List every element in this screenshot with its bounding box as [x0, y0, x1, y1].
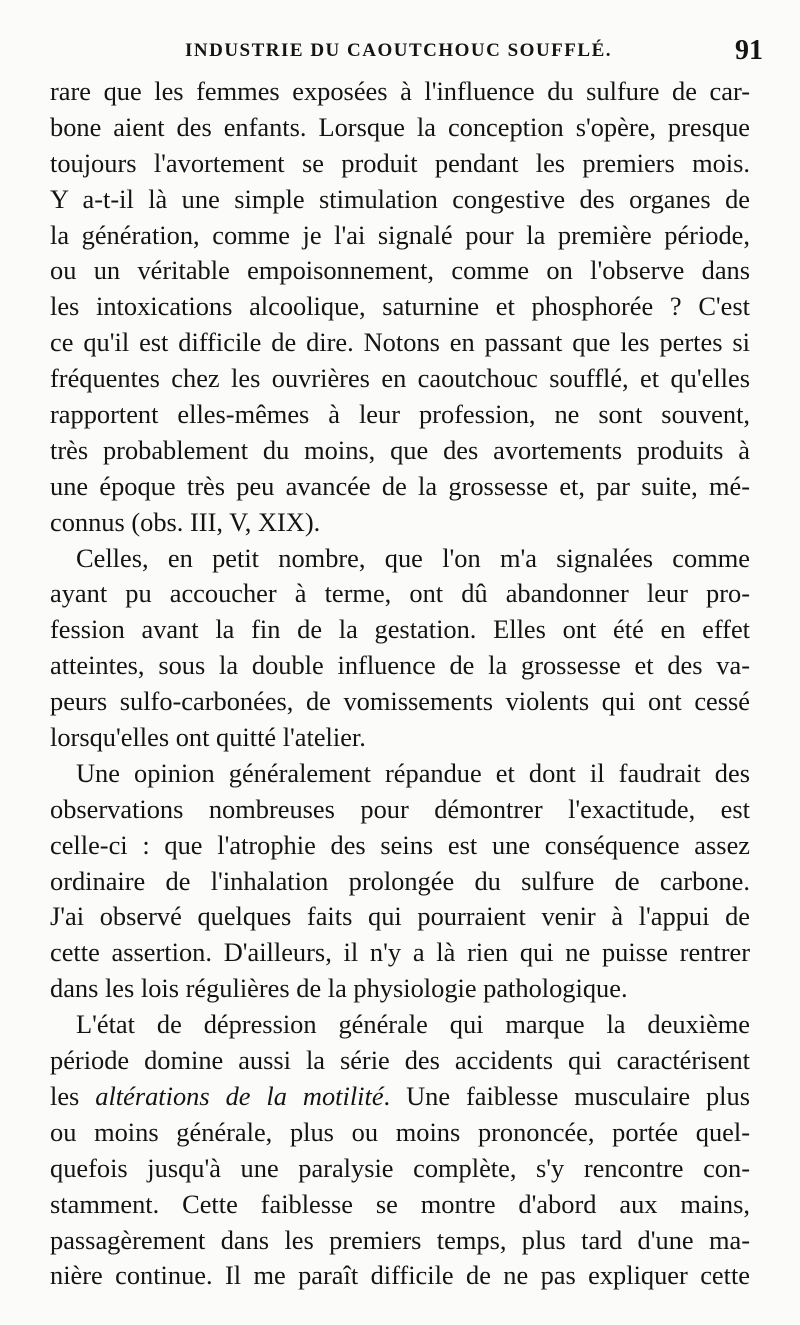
- text-fragment: les: [50, 1080, 96, 1111]
- text-line: [50, 1079, 750, 1115]
- text-line: ayant pu accoucher à terme, ont dû abandonner leur pro-: [50, 578, 750, 609]
- text-line: dans les lois régulières de la physiologie pathologique.: [50, 973, 628, 1004]
- text-line: Une opinion généralement répandue et dont il faudrait des: [76, 757, 750, 788]
- text-line: nière continue. Il me paraît difficile de ne pas expliquer cette: [50, 1260, 750, 1291]
- text-line: passagèrement dans les premiers temps, plus tard d'une ma-: [50, 1224, 750, 1255]
- text-fragment: . Une faiblesse musculaire plus: [383, 1080, 750, 1111]
- text-line: ou un véritable empoisonnement, comme on l'observe dans: [50, 255, 750, 286]
- text-line: atteintes, sous la double influence de la grossesse et des va-: [50, 650, 750, 681]
- text-line: rare que les femmes exposées à l'influence du sulfure de car-: [50, 76, 750, 106]
- text-line: une époque très peu avancée de la grossesse et, par suite, mé-: [50, 470, 750, 501]
- text-line: fession avant la fin de la gestation. Elles ont été en effet: [50, 614, 750, 645]
- text-line: peurs sulfo-carbonées, de vomissements violents qui ont cessé: [50, 686, 750, 717]
- text-line: période domine aussi la série des accidents qui caractérisent: [50, 1045, 750, 1076]
- text-line: bone aient des enfants. Lorsque la conception s'opère, presque: [50, 111, 750, 142]
- text-line: J'ai observé quelques faits qui pourraient venir à l'appui de: [50, 901, 750, 932]
- text-line: ou moins générale, plus ou moins prononcée, portée quel-: [50, 1116, 750, 1147]
- text-line: stamment. Cette faiblesse se montre d'abord aux mains,: [50, 1188, 750, 1219]
- text-line: L'état de dépression générale qui marque la deuxième: [76, 1009, 750, 1040]
- text-line: les intoxications alcoolique, saturnine et phosphorée ? C'est: [50, 291, 750, 322]
- text-line: très probablement du moins, que des avortements produits à: [50, 434, 750, 465]
- text-line: Celles, en petit nombre, que l'on m'a signalées comme: [76, 542, 750, 573]
- text-body: [50, 74, 750, 1294]
- text-line: ordinaire de l'inhalation prolongée du sulfure de carbone.: [50, 865, 750, 896]
- text-line: ce qu'il est difficile de dire. Notons en passant que les pertes si: [50, 327, 750, 358]
- text-line: observations nombreuses pour démontrer l'exactitude, est: [50, 793, 750, 824]
- text-line: lorsqu'elles ont quitté l'atelier.: [50, 722, 366, 753]
- text-line: quefois jusqu'à une paralysie complète, s'y rencontre con-: [50, 1152, 750, 1183]
- text-line: fréquentes chez les ouvrières en caoutchouc soufflé, et qu'elles: [50, 363, 750, 394]
- text-line: rapportent elles-mêmes à leur profession, ne sont souvent,: [50, 399, 750, 430]
- text-line: Y a-t-il là une simple stimulation congestive des organes de: [50, 183, 750, 214]
- text-line: cette assertion. D'ailleurs, il n'y a là rien qui ne puisse rentrer: [50, 937, 750, 968]
- text-line: celle-ci : que l'atrophie des seins est une conséquence assez: [50, 829, 750, 860]
- text-line: connus (obs. III, V, XIX).: [50, 506, 321, 537]
- text-line: toujours l'avortement se produit pendant les premiers mois.: [50, 147, 750, 178]
- italic-phrase: altérations de la motilité: [95, 1080, 384, 1111]
- text-line: la génération, comme je l'ai signalé pour la première période,: [50, 219, 750, 250]
- page-number: 91: [735, 35, 763, 66]
- running-title: INDUSTRIE DU CAOUTCHOUC SOUFFLÉ.: [185, 40, 612, 61]
- running-head: [50, 36, 765, 70]
